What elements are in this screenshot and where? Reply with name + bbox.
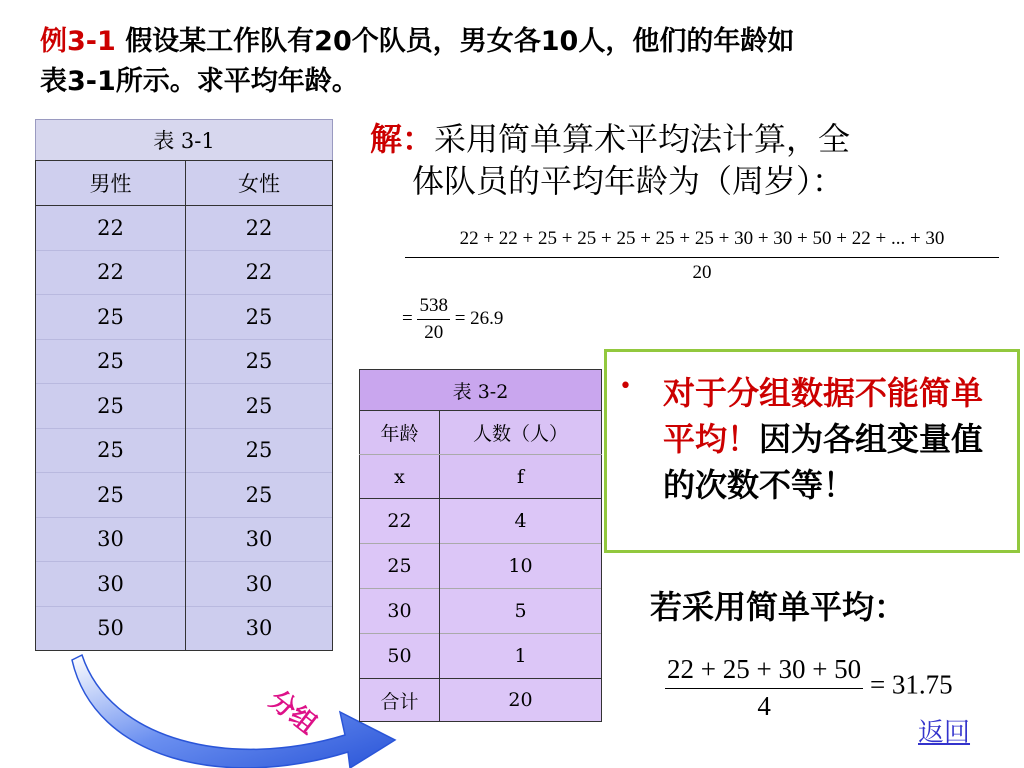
table-row <box>36 473 333 518</box>
cell: 30 <box>360 589 440 634</box>
table-row <box>36 517 333 562</box>
table-row <box>36 250 333 295</box>
total-label: 合计 <box>360 679 440 722</box>
cell: 25 <box>186 295 333 340</box>
cell: 22 <box>360 499 440 544</box>
cell: 30 <box>36 517 186 562</box>
numerator: 22 + 22 + 25 + 25 + 25 + 25 + 25 + 30 + 30 + 50 + 22 + ... + 30 <box>405 225 999 258</box>
table-row <box>360 634 602 679</box>
table-row <box>360 544 602 589</box>
numerator: 22 + 25 + 30 + 50 <box>665 652 863 689</box>
column-header-female: 女性 <box>186 161 333 206</box>
column-symbol-f: f <box>440 455 602 499</box>
back-link[interactable]: 返回 <box>918 718 971 748</box>
table-row <box>36 384 333 429</box>
table-3-1 <box>35 119 333 651</box>
cell: 22 <box>186 250 333 295</box>
simple-average-formula <box>665 652 953 723</box>
fraction <box>665 652 863 723</box>
cell: 25 <box>36 428 186 473</box>
denominator: 20 <box>692 262 712 283</box>
cell: 22 <box>36 206 186 251</box>
cell: 25 <box>186 473 333 518</box>
note-warning: 对于分组数据不能简单平均！ <box>663 374 984 458</box>
table-caption: 表 3-1 <box>36 120 333 161</box>
cell: 30 <box>186 606 333 651</box>
numerator: 538 <box>417 293 450 320</box>
cell: 25 <box>186 428 333 473</box>
table-row <box>36 428 333 473</box>
fraction <box>405 225 999 288</box>
solution-text <box>370 118 990 202</box>
table-row <box>360 589 602 634</box>
cell: 25 <box>36 473 186 518</box>
solution-label: 解： <box>370 120 435 158</box>
equals-sign: = <box>402 307 413 329</box>
denominator: 20 <box>424 322 444 343</box>
cell: 4 <box>440 499 602 544</box>
cell: 5 <box>440 589 602 634</box>
table-row <box>36 295 333 340</box>
cell: 30 <box>186 517 333 562</box>
column-symbol-x: x <box>360 455 440 499</box>
example-label: 例3-1 <box>40 26 116 57</box>
cell: 25 <box>186 384 333 429</box>
table-row <box>360 499 602 544</box>
fraction <box>417 293 450 346</box>
cell: 25 <box>36 295 186 340</box>
table-row <box>36 562 333 607</box>
group-label: 分组 <box>262 684 323 741</box>
note-box <box>604 349 1020 553</box>
cell: 1 <box>440 634 602 679</box>
total-value: 20 <box>440 679 602 722</box>
simple-average-label: 若采用简单平均： <box>650 588 907 626</box>
solution-line-1: 采用简单算术平均法计算，全 <box>434 120 851 158</box>
note-text <box>663 370 1003 508</box>
table-3-2 <box>359 369 602 722</box>
cell: 30 <box>36 562 186 607</box>
cell: 22 <box>186 206 333 251</box>
denominator: 4 <box>757 691 771 721</box>
result: = 26.9 <box>454 307 504 329</box>
table-row <box>36 606 333 651</box>
sum-formula <box>405 225 999 288</box>
result: = 31.75 <box>869 669 953 700</box>
solution-line-2: 体队员的平均年龄为（周岁）： <box>412 162 845 200</box>
cell: 22 <box>36 250 186 295</box>
table-row <box>36 206 333 251</box>
table-caption: 表 3-2 <box>360 370 602 411</box>
note-reason: 因为各组变量值的次数不等！ <box>663 420 984 504</box>
cell: 50 <box>360 634 440 679</box>
bullet-icon: • <box>619 374 632 399</box>
column-header-age: 年龄 <box>360 411 440 455</box>
problem-line-2: 表3-1所示。求平均年龄。 <box>40 66 359 97</box>
column-header-male: 男性 <box>36 161 186 206</box>
cell: 50 <box>36 606 186 651</box>
cell: 25 <box>186 339 333 384</box>
cell: 30 <box>186 562 333 607</box>
total-row <box>360 679 602 722</box>
mean-result-formula <box>402 293 503 346</box>
cell: 25 <box>360 544 440 589</box>
cell: 10 <box>440 544 602 589</box>
problem-line-1: 假设某工作队有20个队员，男女各10人，他们的年龄如 <box>125 26 795 57</box>
table-row <box>36 339 333 384</box>
cell: 25 <box>36 339 186 384</box>
cell: 25 <box>36 384 186 429</box>
column-header-count: 人数（人） <box>440 411 602 455</box>
